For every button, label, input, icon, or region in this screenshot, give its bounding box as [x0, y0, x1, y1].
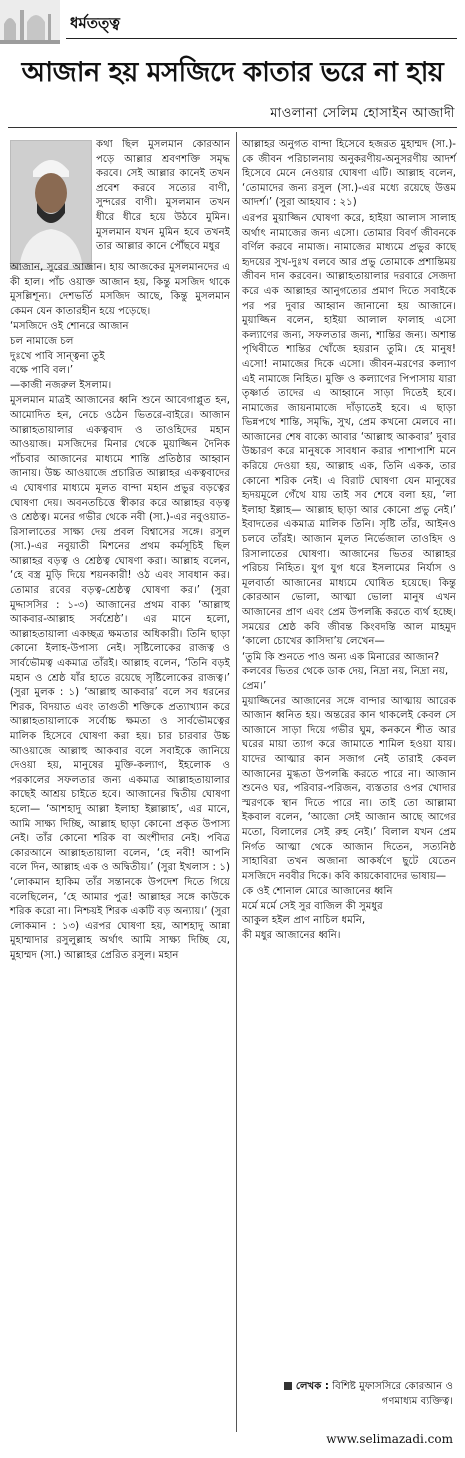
author-byline: মাওলানা সেলিম হোসাইন আজাদী [270, 106, 455, 121]
right-column [242, 138, 456, 944]
poem-line: দুঃখে পাবি সান্ত্বনা তুই [10, 350, 105, 362]
square-bullet-icon [284, 1382, 292, 1390]
paragraph: মুয়াজ্জিনের আজানের সঙ্গে বান্দার আত্মায় আরেক আজান ধ্বনিত হয়। অন্তরের কান থাকলেই কেবল সে আজানে সাড়া দিয়ে গভীর ঘুম, কনকনে শীত আর ঘরের মায়া ত্যাগ করে জামাতে শামিল হওয়া যায়। যাদের আত্মার কান সজাগ নেই তারাই কেবল আজানের মুগ্ধতা উপলব্ধি করতে পারে না। আজান শুনেও ঘর, পরিবার-পরিজন, ব্যস্ততার ওপর খোদার স্মরণকে স্থান দিতে পারে না। তাই তো আল্লামা ইকবাল বলেন, ‘আজো সেই আজান আছে আগের মতো, বিলালের সেই রুহ নেই।’ বিলাল যখন প্রেম নির্গত আত্মা থেকে আজান দিতেন, সত্যনিষ্ঠ সাহাবিরা তখন অজানা আকর্ষণে ছুটে যেতেন মসজিদে নববীর দিকে। কবি কায়কোবাদের ভাষায়— [242, 695, 456, 882]
poem-line: কে ওই শোনাল মোরে আজানের ধ্বনি [242, 886, 393, 898]
poem-line: মর্মে মর্মে সেই সুর বাজিল কী সুমধুর [242, 900, 383, 912]
writer-description: বিশিষ্ট মুফাসসিরে কোরআন ও গণমাধ্যম ব্যক্তিত্ব। [332, 1381, 453, 1407]
section-divider [66, 38, 457, 39]
mosque-skyline-icon [0, 0, 60, 44]
section-label: ধর্মতত্ত্ব [70, 14, 120, 32]
title-divider [8, 127, 457, 128]
website-url[interactable]: www.selimazadi.com [326, 1432, 453, 1446]
poem-line: কলবের ভিতর থেকে ডাক দেয়, নিদ্রা নয়, নিদ্রা নয়, প্রেম।’ [242, 666, 449, 692]
poem-line: ‘তুমি কি শুনতে পাও অন্য এক মিনারের আজান? [242, 651, 440, 663]
poem-line: বক্ষে পাবি বল।’ [10, 365, 74, 377]
paragraph: মুসলমান মাত্রই আজানের ধ্বনি শুনে আবেগাপ্লুত হন, আমোদিত হন, নেচে ওঠেন ভিতরে-বাইরে। আজান আল্লাহতায়ালার একত্ববাদ ও তাওহিদের মহান আওয়াজ। মসজিদের মিনার থেকে মুয়াজ্জিন দৈনিক পাঁচবার আজানের মাধ্যমে শান্তি প্রতিষ্ঠার আহ্বান জানায়। উচ্চ আওয়াজে প্রচারিত আল্লাহর একত্ববাদের এ ঘোষণার মাধ্যমে মূলত বান্দা মহান প্রভুর বড়ত্বের ঘোষণা দেয়। অবনতচিত্তে স্বীকার করে আল্লাহর বড়ত্ব ও শ্রেষ্ঠত্ব। মনের গভীর থেকে নবী (সা.)-এর নবুওয়াত-রিসালাতের সাক্ষ্য দেয় প্রবল বিশ্বাসের সঙ্গে। রসুল (সা.)-এর নবুয়াতী মিশনের প্রথম কর্মসূচিই ছিল আল্লাহর বড়ত্ব ও শ্রেষ্ঠত্ব ঘোষণা করা। আল্লাহ বলেন, ‘হে বস্ত্র মুড়ি দিয়ে শয়নকারী! ওঠ এবং সাবধান কর। তোমার রবের বড়ত্ব-শ্রেষ্ঠত্ব ঘোষণা কর।’ (সুরা মুদ্দাসসির : ১-৩) আজানের প্রথম বাক্য ‘আল্লাহু আকবার-আল্লাহ সর্বশ্রেষ্ঠ’। এর মানে হলো, আল্লাহতায়ালা একচ্ছত্র ক্ষমতার অধিকারী। তিনি ছাড়া কোনো ইলাহ-উপাস্য নেই। সৃষ্টিলোকের রাজত্ব ও সার্বভৌমত্ব একমাত্র তাঁরই। আল্লাহ বলেন, ‘তিনি বড়ই মহান ও শ্রেষ্ঠ যাঁর হাতে রয়েছে সৃষ্টিলোকের রাজত্ব।’ (সুরা মুলক : ১) ‘আল্লাহু আকবার’ বলে সব ধরনের শিরক, বিদয়াত এবং তাগুতী শক্তিকে প্রত্যাখ্যান করে আল্লাহতায়ালাকে সর্বোচ্চ ক্ষমতা ও সার্বভৌমত্বের মালিক হিসেবে ঘোষণা করা হয়। চার চারবার উচ্চ আওয়াজে আল্লাহু আকবার বলে সবাইকে জানিয়ে দেওয়া হয়, মানুষের মুক্তি-কল্যাণ, ইহলোক ও পরকালের সফলতার জন্য একমাত্র আল্লাহতায়ালার কাছেই আশ্রয় চাইতে হবে। আজানের দ্বিতীয় ঘোষণা হলো— ‘আশহাদু আল্লা ইলাহা ইল্লাল্লাহ’, এর মানে, আমি সাক্ষ্য দিচ্ছি, আল্লাহ ছাড়া কোনো প্রকৃত উপাস্য নেই। তাঁর কোনো শরিক বা অংশীদার নেই। পবিত্র কোরআনে আল্লাহতায়ালা বলেন, ‘হে নবী! আপনি বলে দিন, আল্লাহ এক ও অদ্বিতীয়।’ (সুরা ইখলাস : ১) ‘লোকমান হাকিম তাঁর সন্তানকে উপদেশ দিতে গিয়ে বলেছিলেন, ‘হে আমার পুত্র! আল্লাহর সঙ্গে কাউকে শরিক করো না। নিশ্চয়ই শিরক একটি বড় অন্যায়।’ (সুরা লোকমান : ১৩) এরপর ঘোষণা হয়, আশহাদু আন্না মুহাম্মাদার রসুলুল্লাহ অর্থাৎ আমি সাক্ষ্য দিচ্ছি যে, মুহাম্মদ (সা.) আল্লাহর প্রেরিত রসুল। মহান [10, 395, 230, 961]
poem-line: চল নামাজে চল [10, 335, 74, 347]
poem-attribution: —কাজী নজরুল ইসলাম। [10, 379, 112, 391]
left-column [10, 261, 230, 965]
poem-line: কী মধুর আজানের ধ্বনি। [242, 930, 341, 942]
article-headline: আজান হয় মসজিদে কাতার ভরে না হায় [21, 57, 444, 88]
paragraph-continued: আজান, সুরের আজান। হায় আজকের মুসলমানদের এ কী হাল। পাঁচ ওয়াক্ত আজান হয়, কিন্তু মসজিদ থাকে মুসল্লিশূন্য। দেশভর্তি মসজিদ আছে, কিন্তু মুসলমান কেমন যেন কাতারহীন হয়ে পড়েছে। [10, 262, 230, 317]
poem-line: ‘মসজিদে ওই শোনরে আজান [10, 321, 129, 333]
person-portrait-icon [11, 141, 91, 269]
paragraph: এরপর মুয়াজ্জিন ঘোষণা করে, হাইয়া আলাস সালাহ অর্থাৎ নামাজের জন্য এসো। তোমার বিবর্ণ জীবনকে বর্ণিল করবে নামাজ। নামাজের মাধ্যমে প্রভুর কাছে হৃদয়ের সুখ-দুঃখ বলবে আর প্রভু তোমাকে প্রশান্তিময় জীবন দান করবেন। আল্লাহতায়ালার দরবারে সেজদা করে এক আল্লাহর আনুগত্যের প্রমাণ দিতে সবাইকে পর পর দুবার আহ্বান জানানো হয় আজানে। মুয়াজ্জিন বলেন, হাইয়া আলাল ফালাহ এসো কল্যাণের জন্য, সফলতার জন্য, শান্তির জন্য। অশান্ত পৃথিবীতে শান্তির খোঁজে হয়রান তুমি। হে মানুষ! এসো! নামাজের দিকে এসো। জীবন-মরণের কল্যাণ এই নামাজে নিহিত। মুক্তি ও কল্যাণের পিপাসায় যারা তৃষ্ণার্ত তাদের এ আহ্বানে সাড়া দিতেই হবে। নামাজের জায়নামাজে দাঁড়াতেই হবে। এ ছাড়া ভিন্নপথে শান্তি, সমৃদ্ধি, সুখ, প্রেম কখনো মেলবে না। আজানের শেষ বাক্যে আবার ‘আল্লাহু আকবার’ দুবার উচ্চারণ করে মানুষকে সাবধান করার পাশাপাশি মনে করিয়ে দেওয়া হয়, আল্লাহ এক, তিনি একক, তার কোনো শরিক নেই। এ বিরাট ঘোষণা যেন মানুষের হৃদয়মূলে গেঁথে যায় তাই সব শেষে বলা হয়, ‘লা ইলাহা ইল্লাহ— আল্লাহ ছাড়া আর কোনো প্রভু নেই।’ ইবাদতের একমাত্র মালিক তিনি। সৃষ্টি তাঁর, আইনও চলবে তাঁরই। আজান মূলত নির্ভেজাল তাওহিদ ও রিসালাতের ঘোষণা। আজানের ভিতর আল্লাহর পরিচয় নিহিত। যুগ যুগ ধরে ইসলামের নির্যাস ও মূলবার্তা আজানের মাধ্যমে ঘোষিত হয়েছে। কিন্তু কোরআন ভোলা, আত্মা ভোলা মানুষ এখন আজানের প্রাণ এবং প্রেম উপলব্ধি করতে ব্যর্থ হচ্ছে। সময়ের শ্রেষ্ঠ কবি জীবন্ত কিংবদন্তি আল মাহমুদ ‘কালো চোখের কাসিদা’য় লেখেন— [242, 212, 456, 648]
poem-line: আকুল হইল প্রাণ নাচিল ধমনি, [242, 915, 366, 927]
left-column-top [96, 138, 230, 262]
writer-label: লেখক : [295, 1381, 329, 1392]
writer-note [280, 1380, 453, 1409]
paragraph: কথা ছিল মুসলমান কোরআন পড়ে আল্লার শ্রবণশক্তি সমৃদ্ধ করবে। সেই আল্লার কানেই তখন প্রবেশ করবে সত্যের বাণী, সুন্দরের বাণী। মুসলমান তখন ধীরে ধীরে হয়ে উঠবে মুমিন। মুসলমান যখন মুমিন হবে তখনই তার আল্লার কানে পৌঁছবে মধুর [96, 139, 230, 253]
top-bar [0, 0, 465, 44]
author-photo [10, 140, 92, 270]
paragraph: আল্লাহর অনুগত বান্দা হিসেবে হজরত মুহাম্মদ (সা.)-কে জীবন পরিচালনায় অনুকরণীয়-অনুসরণীয় আদর্শ হিসেবে মেনে নেওয়ার ঘোষণা এটি। আল্লাহ বলেন, ‘তোমাদের জন্য রসুল (সা.)-এর মধ্যে রয়েছে উত্তম আদর্শ।’ (সুরা আহযাব : ২১) [242, 139, 456, 209]
column-divider [236, 132, 237, 1432]
